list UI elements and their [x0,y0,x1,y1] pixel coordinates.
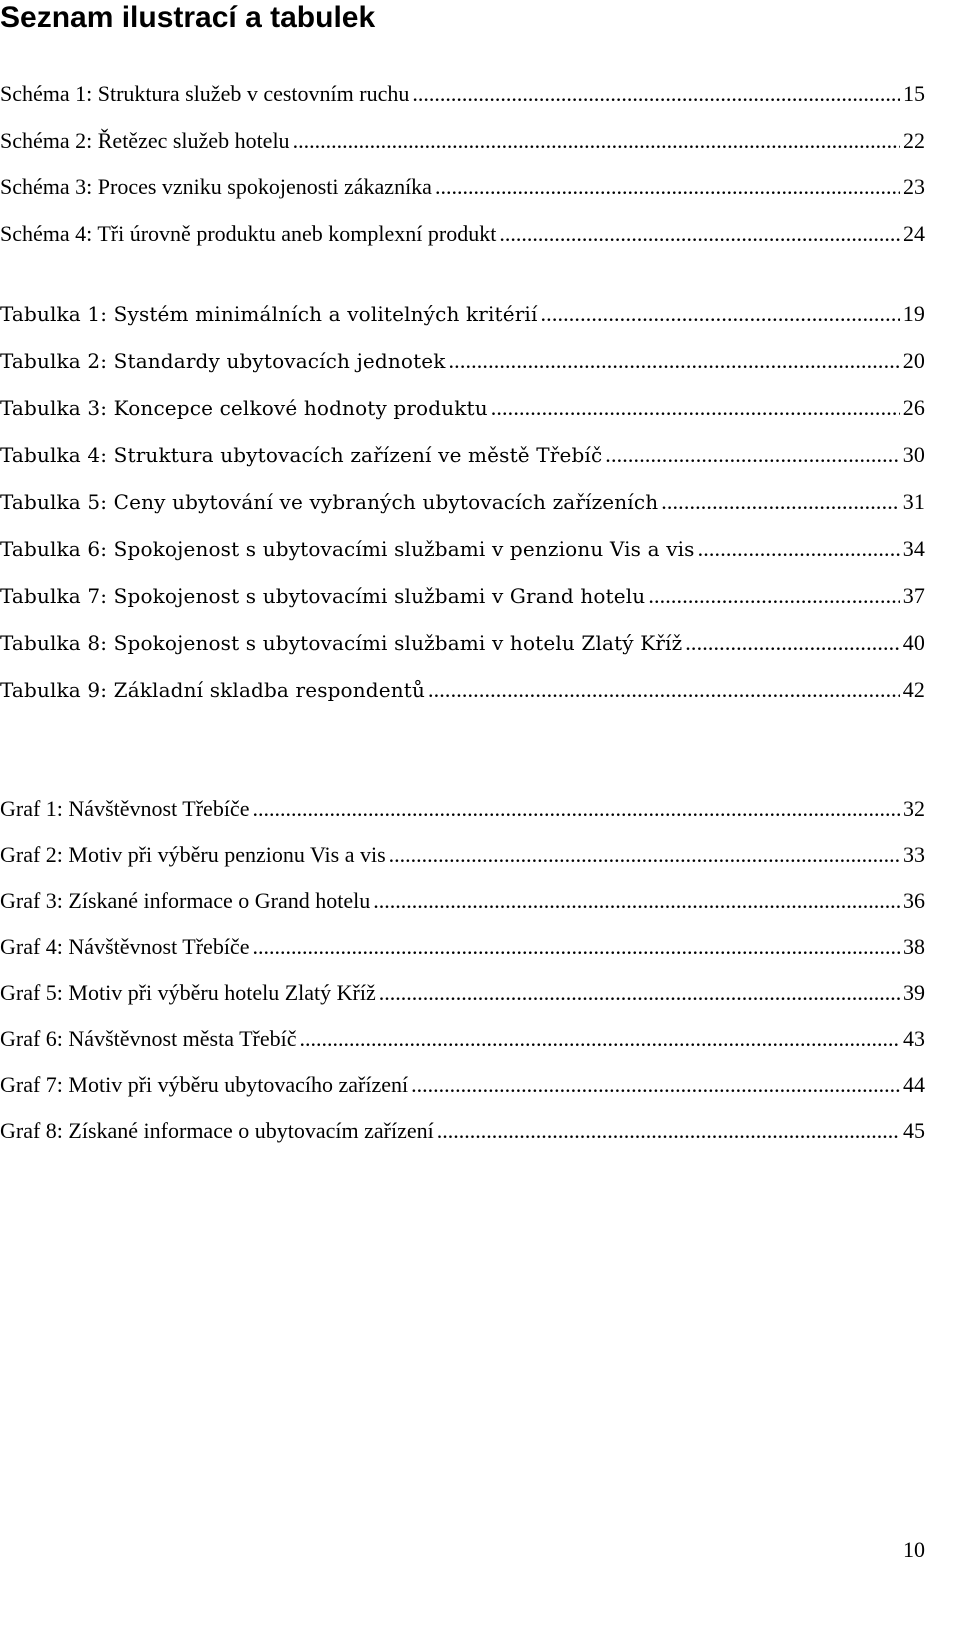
toc-entry-page: 36 [903,888,925,913]
toc-entry-page: 22 [903,127,925,153]
dot-leader [300,1018,900,1060]
dot-leader [685,622,899,664]
toc-entry[interactable] [0,166,960,213]
toc-entry-page: 37 [902,583,925,608]
dot-leader [428,669,900,711]
toc-entry-page: 23 [903,174,925,199]
toc-entry-label: Tabulka 7: Spokojenost s ubytovacími službami v Grand hotelu [0,584,646,608]
page-heading: Seznam ilustrací a tabulek [0,1,376,34]
dot-leader [698,528,900,570]
toc-entry[interactable] [0,293,960,340]
toc-entry-label: Graf 8: Získané informace o ubytovacím zařízení [0,1118,434,1143]
toc-entry[interactable] [0,73,960,120]
toc-entry-label: Graf 2: Motiv při výběru penzionu Vis a vis [0,842,386,867]
toc-entry-page: 31 [902,489,925,514]
dot-leader [499,213,900,255]
toc-entry-label: Graf 3: Získané informace o Grand hotelu [0,888,371,913]
toc-entry-page: 34 [902,536,925,561]
graph-list [0,788,960,1156]
toc-entry[interactable] [0,340,960,387]
toc-entry-page: 44 [903,1072,925,1097]
toc-entry-label: Schéma 1: Struktura služeb v cestovním ruchu [0,81,410,106]
table-list [0,293,960,716]
toc-entry[interactable] [0,880,960,926]
dot-leader [412,73,900,115]
toc-entry-page: 45 [903,1118,925,1143]
dot-leader [491,387,900,429]
toc-entry[interactable] [0,788,960,834]
dot-leader [252,926,900,968]
toc-entry[interactable] [0,834,960,880]
toc-entry[interactable] [0,1110,960,1156]
toc-entry-page: 15 [903,81,925,106]
toc-entry-label: Tabulka 2: Standardy ubytovacích jednotek [0,349,446,373]
toc-entry-page: 40 [902,630,925,655]
toc-entry[interactable] [0,387,960,434]
toc-entry[interactable] [0,528,960,575]
toc-entry-page: 24 [903,220,925,246]
toc-entry[interactable] [0,434,960,481]
toc-entry-page: 20 [902,348,925,373]
toc-entry-label: Graf 6: Návštěvnost města Třebíč [0,1026,297,1051]
dot-leader [389,834,900,876]
toc-entry[interactable] [0,622,960,669]
toc-entry-label: Tabulka 6: Spokojenost s ubytovacími službami v penzionu Vis a vis [0,537,695,561]
schema-list [0,73,960,259]
dot-leader [379,972,900,1014]
page-number: 10 [903,1537,925,1562]
dot-leader [648,575,899,617]
toc-entry-page: 39 [903,980,925,1005]
dot-leader [252,788,900,830]
toc-entry-label: Schéma 4: Tři úrovně produktu aneb komplexní produkt [0,220,497,246]
toc-entry-page: 32 [903,796,925,821]
toc-entry[interactable] [0,1064,960,1110]
toc-entry-page: 19 [902,301,925,326]
toc-entry[interactable] [0,213,960,260]
toc-entry-label: Schéma 3: Proces vzniku spokojenosti zákazníka [0,174,432,199]
toc-entry-label: Tabulka 4: Struktura ubytovacích zařízení ve městě Třebíč [0,443,603,467]
toc-entry[interactable] [0,481,960,528]
toc-entry[interactable] [0,669,960,716]
dot-leader [661,481,899,523]
dot-leader [437,1110,900,1152]
toc-entry-label: Tabulka 9: Základní skladba respondentů [0,678,425,702]
toc-entry-label: Tabulka 5: Ceny ubytování ve vybraných ubytovacích zařízeních [0,490,659,514]
toc-entry-page: 26 [902,395,925,420]
dot-leader [293,120,900,162]
dot-leader [605,434,899,476]
toc-entry-label: Tabulka 1: Systém minimálních a volitelných kritérií [0,302,538,326]
toc-entry-page: 33 [903,842,925,867]
toc-entry-label: Schéma 2: Řetězec služeb hotelu [0,127,290,153]
toc-entry-label: Graf 4: Návštěvnost Třebíče [0,934,250,959]
toc-entry-label: Tabulka 3: Koncepce celkové hodnoty produktu [0,396,488,420]
toc-entry[interactable] [0,575,960,622]
dot-leader [435,166,900,208]
toc-entry-page: 42 [902,677,925,702]
dot-leader [411,1064,900,1106]
toc-entry-label: Graf 5: Motiv při výběru hotelu Zlatý Kříž [0,980,376,1005]
toc-entry-label: Tabulka 8: Spokojenost s ubytovacími službami v hotelu Zlatý Kříž [0,631,683,655]
dot-leader [373,880,900,922]
toc-entry-page: 43 [903,1026,925,1051]
toc-entry-page: 38 [903,934,925,959]
toc-entry[interactable] [0,926,960,972]
dot-leader [449,340,900,382]
toc-entry[interactable] [0,972,960,1018]
toc-entry[interactable] [0,120,960,167]
toc-entry-page: 30 [902,442,925,467]
toc-entry-label: Graf 1: Návštěvnost Třebíče [0,796,250,821]
toc-entry-label: Graf 7: Motiv při výběru ubytovacího zařízení [0,1072,409,1097]
dot-leader [541,293,900,335]
toc-entry[interactable] [0,1018,960,1064]
